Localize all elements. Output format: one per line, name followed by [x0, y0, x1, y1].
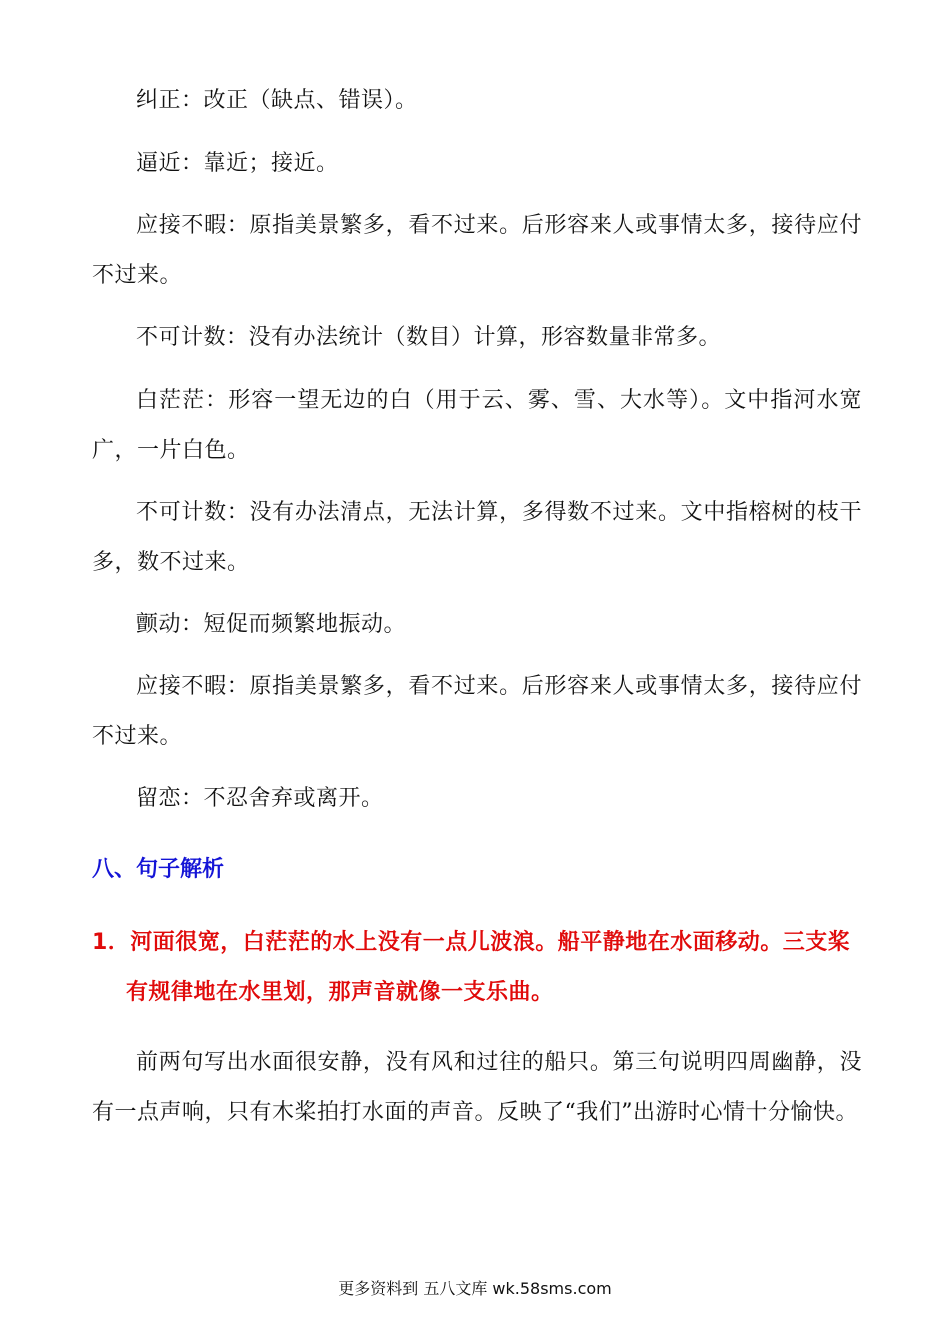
definition-baimangmang: 白茫茫：形容一望无边的白（用于云、雾、雪、大水等）。文中指河水宽广，一片白色。	[92, 388, 862, 463]
definition-bijin: 逼近：靠近；接近。	[136, 151, 339, 176]
definition-chandong: 颤动：短促而频繁地振动。	[136, 612, 407, 637]
definition-jiuzheng: 纠正：改正（缺点、错误）。	[136, 88, 418, 113]
definition-bukejishu: 不可计数：没有办法统计（数目）计算，形容数量非常多。	[136, 325, 722, 350]
sentence-quote-1: 1．河面很宽，白茫茫的水上没有一点儿波浪。船平静地在水面移动。三支桨有规律地在水里划，那声音就像一支乐曲。	[92, 930, 851, 1005]
definition-yingjiebuxia-2: 应接不暇：原指美景繁多，看不过来。后形容来人或事情太多，接待应付不过来。	[92, 674, 862, 749]
footer-source: 更多资料到 五八文库 wk.58sms.com	[338, 1279, 612, 1298]
definition-liulian: 留恋：不忍舍弃或离开。	[136, 786, 384, 811]
definition-bukejishu-2: 不可计数：没有办法清点，无法计算，多得数不过来。文中指榕树的枝干多，数不过来。	[92, 500, 862, 575]
definition-yingjiebuxia: 应接不暇：原指美景繁多，看不过来。后形容来人或事情太多，接待应付不过来。	[92, 213, 862, 288]
section-heading: 八、句子解析	[92, 857, 225, 882]
sentence-analysis-1: 前两句写出水面很安静，没有风和过往的船只。第三句说明四周幽静，没有一点声响，只有木桨拍打水面的声音。反映了“我们”出游时心情十分愉快。	[92, 1050, 862, 1125]
